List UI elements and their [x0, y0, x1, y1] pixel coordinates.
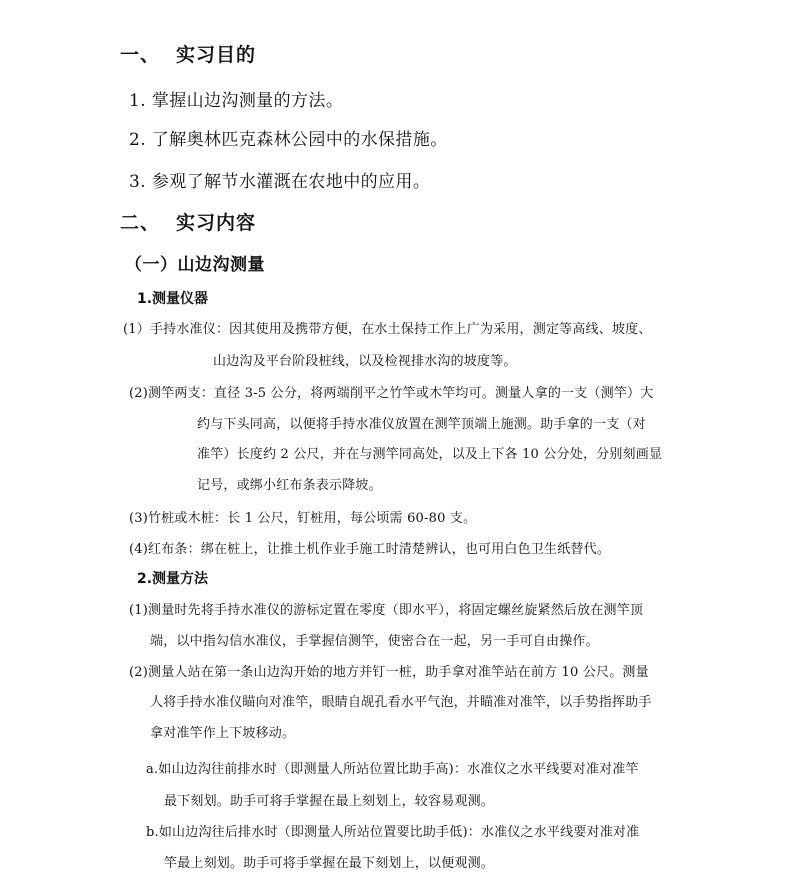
method-line: 端，以中指勾信水准仪，手掌握信测竿，使密合在一起，另一手可自由操作。	[150, 634, 599, 649]
method-line: (1)测量时先将手持水准仪的游标定置在零度（即水平），将固定螺丝旋紧然后放在测竿顶	[129, 603, 644, 618]
method-line: 最下刻划。助手可将手掌握在最上刻划上，较容易观测。	[164, 794, 495, 809]
instrument-line: (4)红布条：绑在桩上，让推土机作业手施工时清楚辨认，也可用白色卫生纸替代。	[129, 542, 611, 557]
method-line: 竿最上刻划。助手可将手掌握在最下刻划上，以便观测。	[164, 856, 495, 871]
subsection-heading: （一）山边沟测量	[125, 255, 265, 275]
method-heading: 2.测量方法	[137, 571, 209, 587]
section-number: 一、	[120, 44, 161, 66]
method-line: a.如山边沟往前排水时（即测量人所站位置比助手高)：水准仪之水平线要对准对准竿	[146, 762, 639, 777]
method-line: b.如山边沟往后排水时（即测量人所站位置要比助手低)：水准仪之水平线要对准对准	[146, 825, 640, 840]
instrument-line: (2)测竿两支：直径 3-5 公分，将两端削平之竹竿或木竿均可。测量人拿的一支（测竿）大	[129, 386, 654, 401]
goal-item-1: 1. 掌握山边沟测量的方法。	[129, 91, 344, 111]
method-line: (2)测量人站在第一条山边沟开始的地方并钉一桩，助手拿对准竿站在前方 10 公尺。测量	[129, 665, 649, 680]
section-number: 二、	[120, 212, 161, 234]
section-title: 实习内容	[176, 212, 257, 234]
instrument-line: (3)竹桩或木桩：长 1 公尺，钉桩用，每公顷需 60-80 支。	[129, 511, 477, 526]
goal-item-3: 3. 参观了解节水灌溉在农地中的应用。	[129, 172, 431, 192]
method-line: 拿对准竿作上下坡移动。	[150, 726, 296, 741]
instrument-line: (1）手持水准仪：因其使用及携带方便，在水土保持工作上广为采用，测定等高线、坡度、	[123, 322, 652, 337]
instrument-line: 准竿）长度约 2 公尺，并在与测竿同高处，以及上下各 10 公分处，分别刻画显	[197, 447, 663, 462]
instrument-line: 山边沟及平台阶段桩线，以及检视排水沟的坡度等。	[213, 354, 517, 369]
section-heading-content	[120, 208, 256, 235]
section-title: 实习目的	[176, 44, 257, 66]
instruments-heading: 1.测量仪器	[137, 291, 209, 307]
goal-item-2: 2. 了解奥林匹克森林公园中的水保措施。	[129, 130, 448, 150]
instrument-line: 记号，或绑小红布条表示降坡。	[197, 478, 382, 493]
section-heading-goals	[120, 40, 256, 67]
method-line: 人将手持水准仪瞄向对准竿，眼睛自觇孔看水平气泡，并瞄准对准竿，以手势指挥助手	[150, 695, 652, 710]
instrument-line: 约与下头同高，以便将手持水准仪放置在测竿顶端上施测。助手拿的一支（对	[197, 417, 646, 432]
